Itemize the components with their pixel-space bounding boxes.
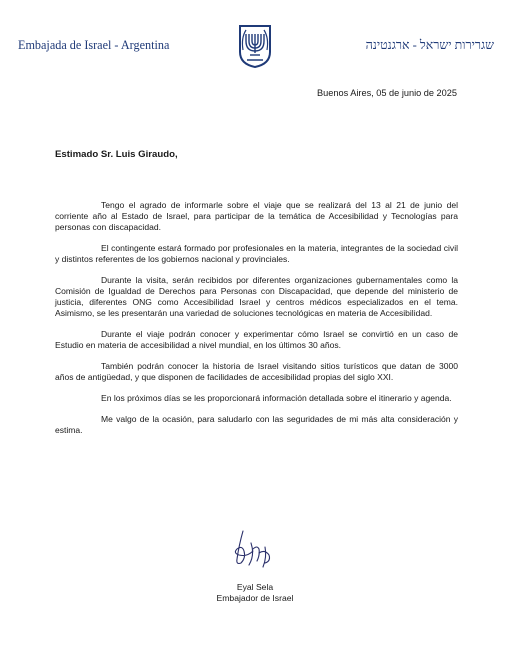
salutation: Estimado Sr. Luis Giraudo, [55, 149, 178, 160]
menorah-emblem-icon [238, 24, 272, 68]
paragraph: Tengo el agrado de informarle sobre el viaje que se realizará del 13 al 21 de junio del corriente año al Estado de Israel, para participar de la temática de Accesibilidad y Tecnologías para personas con discapacidad. [55, 200, 458, 232]
letter-date: Buenos Aires, 05 de junio de 2025 [317, 88, 457, 98]
paragraph: También podrán conocer la historia de Israel visitando sitios turísticos que datan de 3000 años de antigüedad, y que disponen de facilidades de accesibilidad propias del siglo XXI. [55, 361, 458, 382]
embassy-name-hebrew: שגרירות ישראל - ארגנטינה [365, 38, 494, 52]
paragraph: Me valgo de la ocasión, para saludarlo con las seguridades de mi más alta consideración y estima. [55, 414, 458, 435]
signer-title: Embajador de Israel [216, 593, 294, 603]
paragraph: El contingente estará formado por profesionales en la materia, integrantes de la sociedad civil y distintos referentes de los gobiernos nacional y provinciales. [55, 243, 458, 264]
paragraph: En los próximos días se les proporcionará información detallada sobre el itinerario y agenda. [101, 393, 452, 403]
handwritten-signature [229, 525, 277, 571]
embassy-name-spanish: Embajada de Israel - Argentina [18, 38, 170, 52]
signature-block [210, 582, 300, 604]
signer-name: Eyal Sela [236, 582, 274, 592]
paragraph: Durante el viaje podrán conocer y experimentar cómo Israel se convirtió en un caso de Estudio en materia de accesibilidad a nivel mundial, en los últimos 30 años. [55, 329, 458, 350]
paragraph: Durante la visita, serán recibidos por diferentes organizaciones gubernamentales como la Comisión de Igualdad de Derechos para Personas con Discapacidad, que depende del ministerio de justicia, diferentes ONG como Accesibilidad Israel y centros médicos especializados en el tema. Asimismo, se les presentarán una variedad de soluciones tecnológicas en materia de Accesibilidad. [55, 275, 458, 318]
letter-body [55, 200, 458, 446]
